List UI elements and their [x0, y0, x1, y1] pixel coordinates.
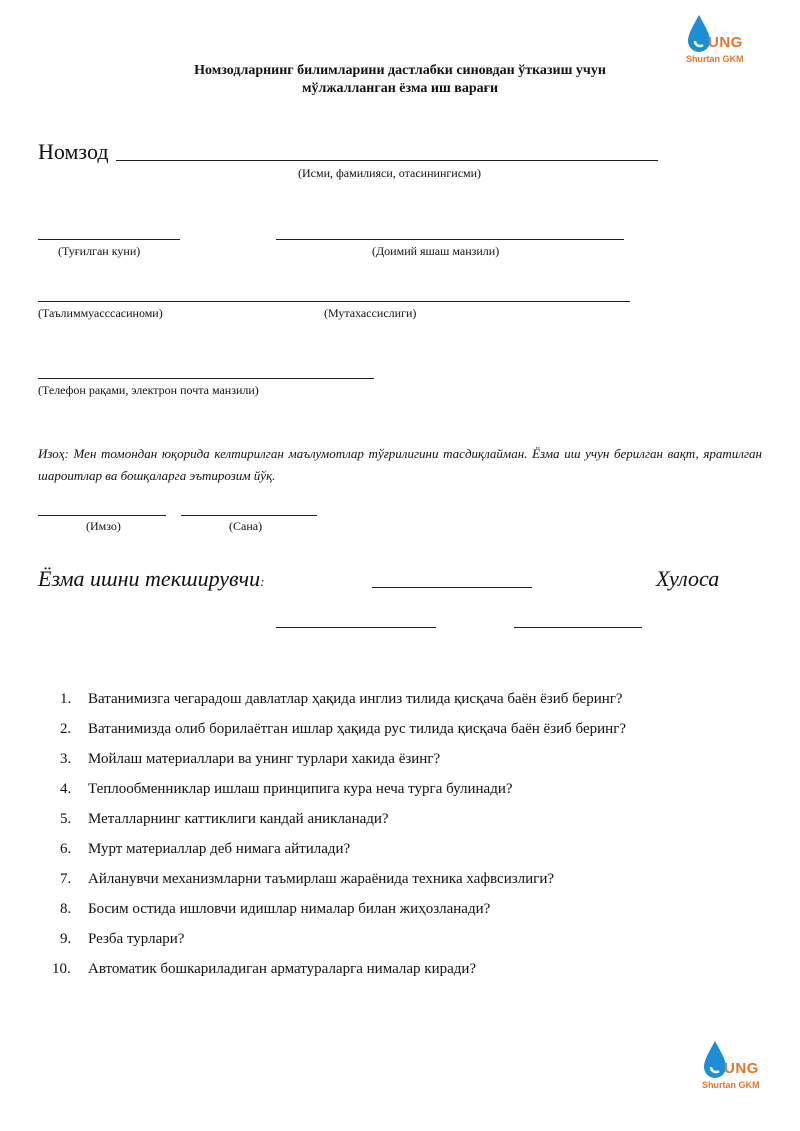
- signature-line: [38, 515, 166, 516]
- document-title-line1: Номзодларнинг билимларини дастлабки синовдан ўтказиш учун: [194, 63, 606, 78]
- question-item: [38, 774, 758, 804]
- birthdate-caption: (Туғилган куни): [58, 244, 141, 258]
- confirmation-note: Изоҳ: Мен томондан юқорида келтирилган маълумотлар тўғрилигини тасдиқлайман. Ёзма иш учун берилган вақт, яратилган шароитлар ва бошқаларга эътирозим йўқ.: [38, 446, 762, 483]
- question-item: [38, 894, 758, 924]
- birthdate-line: [38, 239, 180, 240]
- question-number: 3.: [60, 751, 72, 767]
- specialty-caption: (Мутахассислиги): [324, 306, 417, 320]
- question-number: 1.: [60, 691, 72, 707]
- checker-signature-line: [276, 627, 436, 628]
- question-number: 6.: [60, 841, 72, 857]
- question-text: Резба турлари?: [88, 931, 185, 947]
- question-number: 5.: [60, 811, 72, 827]
- conclusion-line: [514, 627, 642, 628]
- signature-caption: (Имзо): [86, 519, 121, 533]
- question-text: Ватанимизда олиб борилаётган ишлар ҳақида рус тилида қисқача баён ёзиб беринг?: [88, 721, 627, 737]
- conclusion-label: Хулоса: [656, 566, 720, 591]
- question-number: 2.: [60, 721, 72, 737]
- question-number: 7.: [60, 871, 72, 887]
- name-caption: (Исми, фамилияси, отасинингисми): [298, 166, 482, 180]
- document-title-line2: мўлжалланган ёзма иш варағи: [301, 81, 499, 96]
- address-caption: (Доимий яшаш манзили): [372, 244, 500, 258]
- logo-brand: UNG: [708, 34, 743, 51]
- address-line: [276, 239, 624, 240]
- question-item: [38, 924, 758, 954]
- date-caption: (Сана): [229, 519, 263, 533]
- question-item: [38, 714, 758, 744]
- contact-line: [38, 378, 374, 379]
- question-text: Металларнинг каттиклиги кандай аникланади?: [88, 811, 389, 827]
- question-text: Мурт материаллар деб нимага айтилади?: [88, 841, 351, 857]
- candidate-name-line: [116, 160, 658, 161]
- question-text: Мойлаш материаллари ва унинг турлари хакида ёзинг?: [88, 751, 441, 767]
- question-text: Ватанимизга чегарадош давлатлар ҳақида инглиз тилида қисқача баён ёзиб беринг?: [88, 691, 623, 707]
- question-text: Босим остида ишловчи идишлар нималар билан жиҳозланади?: [88, 901, 491, 917]
- date-line: [181, 515, 317, 516]
- question-number: 8.: [60, 901, 72, 917]
- question-item: [38, 864, 758, 894]
- checker-line: [372, 587, 532, 588]
- checker-label: Ёзма ишни текширувчи:: [38, 566, 265, 591]
- education-caption: (Таълиммуасссасиноми): [38, 306, 163, 320]
- education-specialty-line: [38, 301, 630, 302]
- question-number: 4.: [60, 781, 72, 797]
- question-list: [38, 684, 758, 984]
- logo-subtitle: Shurtan GKM: [686, 54, 744, 64]
- question-item: [38, 744, 758, 774]
- logo-brand: UNG: [724, 1060, 759, 1077]
- logo-subtitle: Shurtan GKM: [702, 1080, 760, 1090]
- candidate-label: Номзод: [38, 139, 109, 164]
- question-number: 10.: [52, 961, 71, 977]
- company-logo-bottom: [702, 1040, 782, 1100]
- question-number: 9.: [60, 931, 72, 947]
- question-text: Теплообменниклар ишлаш принципига кура неча турга булинади?: [88, 781, 513, 797]
- question-text: Автоматик бошкариладиган арматураларга нималар киради?: [88, 961, 477, 977]
- question-item: [38, 804, 758, 834]
- question-text: Айланувчи механизмларни таъмирлаш жараёнида техника хафвсизлиги?: [88, 871, 555, 887]
- question-item: [38, 954, 758, 984]
- contact-caption: (Телефон рақами, электрон почта манзили): [38, 383, 259, 397]
- question-item: [38, 834, 758, 864]
- question-item: [38, 684, 758, 714]
